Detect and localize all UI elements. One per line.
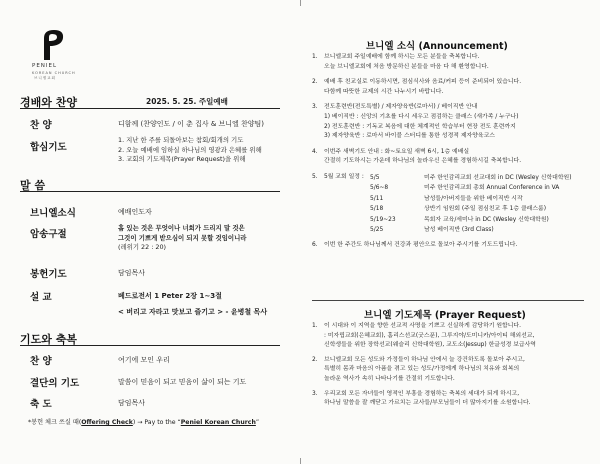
section-divider bbox=[312, 300, 584, 301]
item-label-hymn: 찬 양 bbox=[30, 120, 52, 131]
offering-check-footnote: *봉헌 체크 쓰실 때(Offering Check) → Pay to the “Peniel Korean Church” bbox=[28, 419, 260, 426]
sermon-scripture: 베드로전서 1 Peter 2장 1~3절 bbox=[118, 292, 222, 300]
joint-prayer-list bbox=[118, 136, 262, 165]
announcements-list bbox=[312, 53, 572, 251]
announcements-title: 브니엘 소식 (Announcement) bbox=[366, 41, 508, 52]
section-title-worship: 경배와 찬양 bbox=[20, 96, 77, 109]
list-item: 4. 이번주 새벽기도 안내 : 화~토요일 새벽 6시, 1층 예배실 간절히 기도하시는 가운데 하나님의 놀라우신 은혜를 경험하시길 축복합니다. bbox=[312, 148, 522, 165]
list-item: 2. 예배 후 친교실로 이동하시면, 점심식사와 음료/커피 등이 준비되어 있습니다. 다함께 따뜻한 교제의 시간 나누시기 바랍니다. bbox=[312, 79, 522, 95]
schedule-row: 5/25 남성 베이직반 (3rd Class) bbox=[370, 227, 494, 234]
section-divider bbox=[20, 108, 280, 109]
memory-verse bbox=[118, 224, 246, 253]
church-logo bbox=[30, 26, 76, 80]
church-payee-name: Peniel Korean Church bbox=[180, 419, 256, 426]
schedule-row: 5/5 미주 한인감리교회 선교대회 in DC (Wesley 신학대학원) bbox=[370, 174, 572, 181]
schedule-row: 5/19~23 목회자 교육/세미나 in DC (Wesley 신학대학원) bbox=[370, 216, 549, 223]
sermon-title: < 버리고 자라고 맛보고 즐기고 > - 윤병철 목사 bbox=[118, 308, 268, 316]
section-divider bbox=[20, 191, 280, 192]
scan-mark bbox=[300, 0, 301, 6]
worship-date: 2025. 5. 25. 주일예배 bbox=[146, 97, 228, 106]
item-label-sermon: 설 교 bbox=[30, 292, 52, 303]
logo-subtitle: KOREAN CHURCH bbox=[32, 71, 76, 75]
verse-line: 홉 있는 것은 무엇이나 너희가 드리지 말 것은 bbox=[118, 224, 245, 232]
list-item: 2. 브니엘교회 모든 성도와 가정들이 하나님 안에서 늘 강건하도록 돌보아 주시고, 특별히 몸과 마음의 아픔을 겪고 있는 성도/가정에게 하나님의 치유와 회복의 놀라운 역사가 속히 나타나기를 간절히 기도합니다. bbox=[312, 356, 525, 382]
section-divider bbox=[20, 345, 280, 346]
schedule-row: 5/18 상반기 임원회 (주일 점심친교 후 1층 클래스룸) bbox=[370, 206, 547, 213]
schedule-row: 5/6~8 미주 한인감리교회 총회 Annual Conference in VA bbox=[370, 185, 560, 192]
list-item: 1. 브니엘교회 주일예배에 함께 하시는 모든 분들을 축복합니다. 오늘 브니엘교회에 처음 방문하신 분들을 마음 다 해 환영합니다. bbox=[312, 54, 489, 70]
item-label-memory-verse: 암송구절 bbox=[30, 229, 67, 240]
list-item: 1. 이 시대와 이 지역을 향한 선교적 사명을 기쁘고 신실하게 감당하기 원합니다. : 미자립교회(은혜교회), 홈리스선교(굿스푼), 그루지야/도미니카/아이티 해외선교, 신학생들을 위한 장학선교(웨슬리 신학대학원), 교도소(Jessup) 한글성경 보급사역 bbox=[312, 323, 536, 349]
item-label-news: 브니엘소식 bbox=[30, 208, 76, 219]
item-value-closing-hymn: 여기에 모인 우리 bbox=[118, 356, 170, 364]
item-value-hymn: 디함께 (찬양인도 / 이 춘 집사 & 브니엘 찬양팀) bbox=[118, 120, 265, 128]
schedule-row: 5/11 남성들/아버지들을 위한 베이직반 시작 bbox=[370, 195, 523, 202]
prayer-requests-list bbox=[312, 322, 536, 409]
item-value-decision-prayer: 말씀이 믿음이 되고 믿음이 삶이 되는 기도 bbox=[118, 378, 247, 386]
list-item: 5. 5월 교회 일정 : 5/5 미주 한인감리교회 선교대회 in DC (Wesley 신학대학원) 5/6~8 미주 한인감리교회 총회 Annual Conference in VA 5/11 남성들/아버지들을 위한 베이직반 시작 5/18 상반기 임원회 (주일 점심친교 후 1층 클래스룸) 5/19~23 목회자 교육/세미나 in DC (Wesley 신학대학원) 5/25 남성 베이직반 (3rd Class) bbox=[312, 173, 572, 236]
section-title-prayer: 기도와 축복 bbox=[20, 333, 77, 346]
logo-korean: 브니엘교회 bbox=[34, 76, 56, 80]
item-label-decision-prayer: 결단의 기도 bbox=[30, 378, 80, 389]
list-item: 3. 교회의 기도제목(Prayer Request)을 위해 bbox=[118, 155, 246, 164]
item-value-offering-prayer: 담임목사 bbox=[118, 269, 146, 277]
list-item: 3. 전도훈련반(전도특별) / 제자양육반(로마서) / 베이직반 안내 1) 베이직반 : 신앙의 기초를 다시 세우고 점검하는 클래스 (새가족 / 누구나) 2) 전도훈련반 : 기독교 복음에 대한 체계적인 학습부터 현장 전도 훈련까지 3) 제자양육반 : 로마서 바이블 스터디를 통한 성경적 제자양육코스 bbox=[312, 104, 519, 140]
item-value-news: 예배인도자 bbox=[118, 208, 152, 216]
verse-reference: (레위기 22 : 20) bbox=[118, 243, 167, 252]
list-item: 3. 우리교회 모든 자녀들이 영적인 부흥을 경험하는 축복의 세대가 되게 하시고, 하나님 말씀을 잘 깨닫고 가르치는 교사들/부모님들이 더 많아지기를 소원합니다. bbox=[312, 390, 531, 407]
peniel-logo-icon bbox=[30, 26, 72, 62]
item-label-joint-prayer: 합심기도 bbox=[30, 142, 67, 153]
section-title-word: 말 씀 bbox=[20, 179, 46, 192]
list-item: 6. 이번 한 주간도 하나님께서 건강과 평안으로 돌보아 주시기를 기도드립니다. bbox=[312, 241, 518, 248]
logo-name: PENIEL bbox=[32, 63, 58, 69]
item-label-closing-hymn: 찬 양 bbox=[30, 356, 52, 367]
item-label-offering-prayer: 봉헌기도 bbox=[30, 269, 67, 280]
prayer-requests-title: 브니엘 기도제목 (Prayer Request) bbox=[364, 310, 526, 321]
scan-mark bbox=[300, 458, 301, 464]
list-item: 2. 오늘 예배에 임하실 하나님의 영광과 은혜를 위해 bbox=[118, 145, 262, 154]
sermon bbox=[118, 288, 267, 320]
verse-line: 그것이 기쁘게 받으심이 되지 못할 것임이니라 bbox=[118, 233, 247, 242]
offering-check-term: Offering Check bbox=[81, 419, 133, 426]
item-value-benediction: 담임목사 bbox=[118, 399, 146, 407]
item-label-benediction: 축 도 bbox=[30, 399, 52, 410]
list-item: 1. 지난 한 주를 되돌아보는 참회/회개의 기도 bbox=[118, 136, 244, 144]
